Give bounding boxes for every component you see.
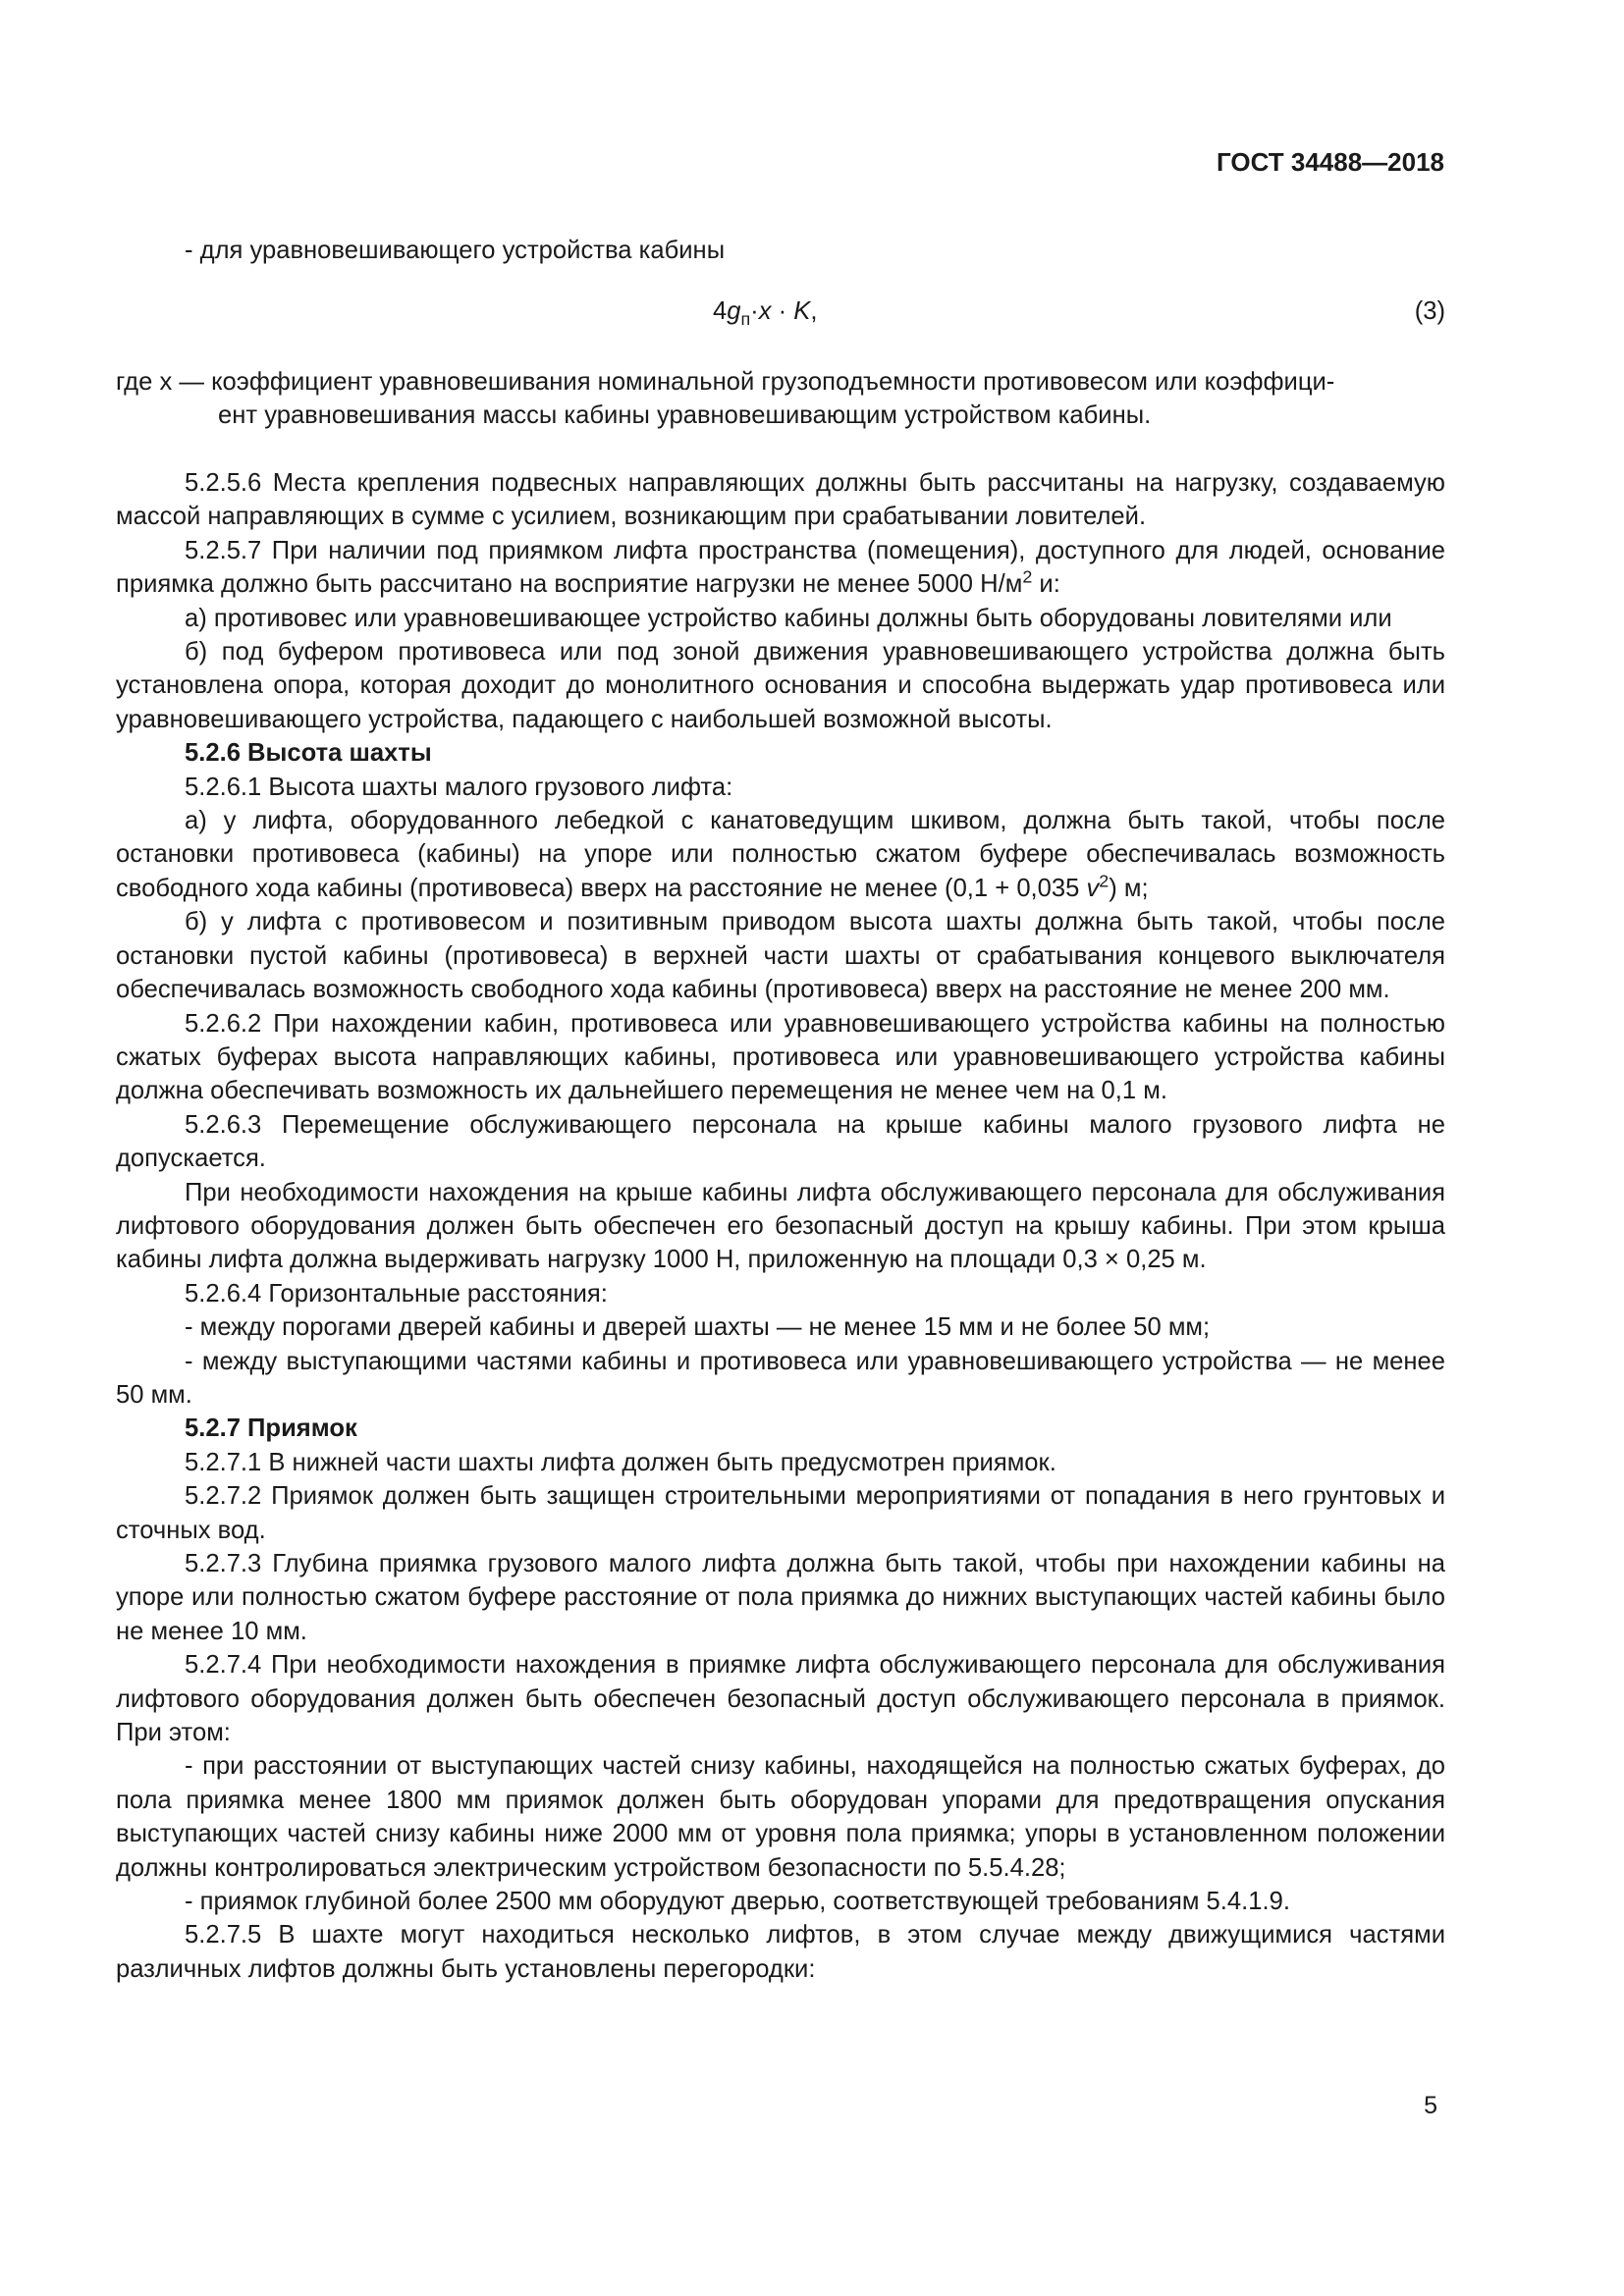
paragraph: 5.2.6.1 Высота шахты малого грузового лифта: — [185, 773, 733, 801]
paragraph: При необходимости нахождения на крыше кабины лифта обслуживающего персонала для обслуживания лифтового оборудования должен быть обеспечен его безопасный доступ на крышу кабины. При этом крыша кабины лифта должна выдерживать нагрузку 1000 Н, приложенную на площади 0,3 × 0,25 м. — [116, 1178, 1445, 1274]
paragraph: 5.2.7.3 Глубина приямка грузового малого лифта должна быть такой, чтобы при нахождении кабины на упоре или полностью сжатом буфере расстояние от пола приямка до нижних выступающих частей кабины было не менее 10 мм. — [116, 1550, 1445, 1645]
intro-item — [116, 234, 1445, 267]
section-heading: 5.2.7 Приямок — [185, 1415, 357, 1443]
paragraph: 5.2.6.3 Перемещение обслуживающего персонала на крыше кабины малого грузового лифта не допускается. — [116, 1110, 1445, 1173]
main-text — [116, 466, 1445, 1986]
paragraph: 5.2.5.7 При наличии под приямком лифта пространства (помещения), доступного для людей, основание приямка должно быть рассчитано на восприятие нагрузки не менее 5000 $Н/м^2$ и: — [116, 536, 1445, 599]
list-item: - для уравновешивающего устройства кабины — [185, 237, 726, 264]
where-line-2: ент уравновешивания массы кабины уравновешивающим устройством кабины. — [218, 401, 1152, 430]
paragraph: 5.2.7.2 Приямок должен быть защищен строительными мероприятиями от попадания в него грунтовых и сточных вод. — [116, 1482, 1445, 1544]
document-header: ГОСТ 34488—2018 — [1217, 147, 1444, 177]
paragraph: 5.2.6.4 Горизонтальные расстояния: — [185, 1279, 608, 1308]
where-line-1: где x — коэффициент уравновешивания номинальной грузоподъемности противовесом или коэффици- — [116, 368, 1335, 396]
formula-expression: $4g_п\cdot x \cdot K$, — [713, 297, 818, 330]
formula-explanation — [116, 365, 1445, 433]
paragraph: 5.2.7.5 В шахте могут находиться несколько лифтов, в этом случае между движущимися частями различных лифтов должны быть установлены перегородки: — [116, 1921, 1445, 1983]
paragraph: 5.2.7.4 При необходимости нахождения в приямке лифта обслуживающего персонала для обслуживания лифтового оборудования должен быть обеспечен безопасный доступ обслуживающего персонала в приямок. При этом: — [116, 1651, 1445, 1747]
list-item: а) противовес или уравновешивающее устройство кабины должны быть оборудованы ловителями или — [185, 604, 1392, 632]
formula-number: (3) — [1414, 297, 1445, 325]
paragraph: 5.2.7.1 В нижней части шахты лифта должен быть предусмотрен приямок. — [185, 1448, 1056, 1476]
list-item: б) у лифта с противовесом и позитивным приводом высота шахты должна быть такой, чтобы после остановки пустой кабины (противовеса) в верхней части шахты от срабатывания концевого выключателя обеспечивалась возможность свободного хода кабины (противовеса) вверх на расстояние не менее 200 мм. — [116, 908, 1445, 1004]
paragraph: 5.2.6.2 При нахождении кабин, противовеса или уравновешивающего устройства кабины на полностью сжатых буферах высота направляющих кабины, противовеса или уравновешивающего устройства кабины должна обеспечивать возможность их дальнейшего перемещения не менее чем на 0,1 м. — [116, 1009, 1445, 1105]
list-item: - между выступающими частями кабины и противовеса или уравновешивающего устройства — не менее 50 мм. — [116, 1347, 1445, 1409]
page-number: 5 — [1424, 2092, 1437, 2119]
list-item: а) у лифта, оборудованного лебедкой с канатоведущим шкивом, должна быть такой, чтобы после остановки противовеса (кабины) на упоре или полностью сжатом буфере обеспечивалась возможность свободного хода кабины (противовеса) вверх на расстояние не менее (0,1 + 0,035 $v^2$) м; — [116, 807, 1445, 902]
list-item: б) под буфером противовеса или под зоной движения уравновешивающего устройства должна быть установлена опора, которая доходит до монолитного основания и способна выдержать удар противовеса или уравновешивающего устройства, падающего с наибольшей возможной высоты. — [116, 638, 1445, 733]
paragraph: 5.2.5.6 Места крепления подвесных направляющих должны быть рассчитаны на нагрузку, создаваемую массой направляющих в сумме с усилием, возникающим при срабатывании ловителей. — [116, 469, 1445, 531]
list-item: - между порогами дверей кабины и дверей шахты — не менее 15 мм и не более 50 мм; — [185, 1313, 1211, 1342]
list-item: - при расстоянии от выступающих частей снизу кабины, находящейся на полностью сжатых буферах, до пола приямка менее 1800 мм приямок должен быть оборудован упорами для предотвращения опускания выступающих частей снизу кабины ниже 2000 мм от уровня пола приямка; упоры в установленном положении должны контролироваться электрическим устройством безопасности по 5.5.4.28; — [116, 1752, 1445, 1882]
list-item: - приямок глубиной более 2500 мм оборудуют дверью, соответствующей требованиям 5.4.1.9. — [185, 1888, 1290, 1916]
section-heading: 5.2.6 Высота шахты — [185, 739, 432, 768]
